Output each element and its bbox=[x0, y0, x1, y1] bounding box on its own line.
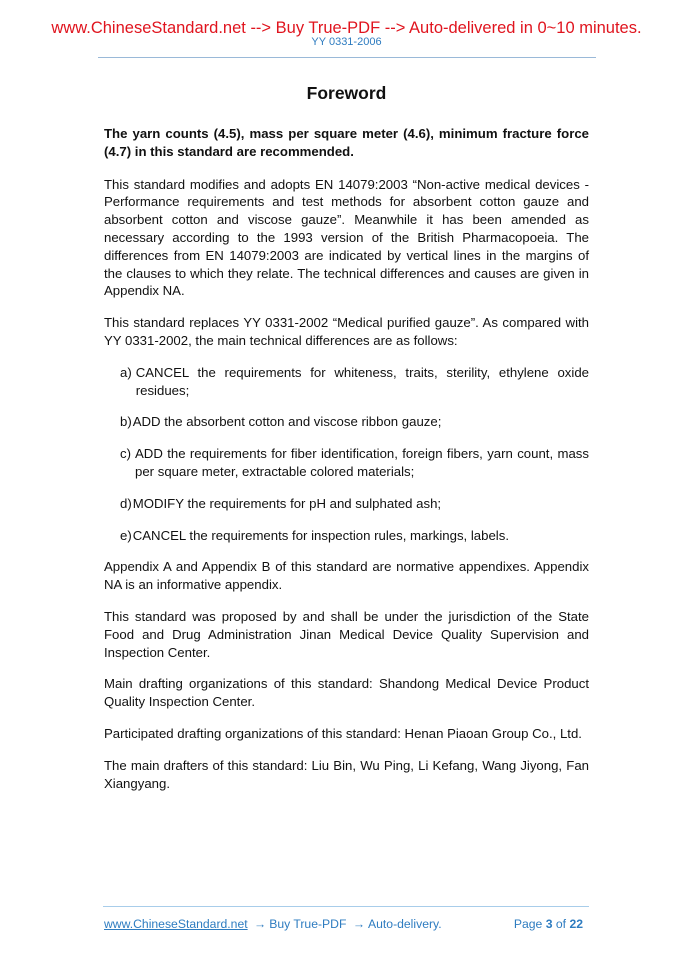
footer-step-buy: Buy True-PDF bbox=[269, 917, 347, 931]
list-item bbox=[120, 495, 589, 513]
list-item bbox=[120, 527, 589, 545]
list-text: ADD the absorbent cotton and viscose ribbon gauze; bbox=[132, 414, 442, 430]
list-marker: c) bbox=[120, 446, 131, 462]
standard-code: YY 0331-2006 bbox=[311, 36, 382, 48]
adoption-paragraph: This standard modifies and adopts EN 14079:2003 “Non-active medical devices - Performance requirements and test methods for absorbent cotton gauze and absorbent cotton and viscose gauze”. Meanwhile it has been amended as necessary according to the 1993 version of the British Pharmacopoeia. The differences from EN 14079:2003 are indicated by vertical lines in the margins of the clauses to which they relate. The technical differences and causes are given in Appendix NA. bbox=[104, 176, 589, 299]
list-marker: a) bbox=[120, 364, 132, 380]
arrow-right-icon: → bbox=[352, 917, 365, 931]
list-text: ADD the requirements for fiber identification, foreign fibers, yarn count, mass per square meter, extractable colored materials; bbox=[135, 446, 589, 479]
list-text: MODIFY the requirements for pH and sulphated ash; bbox=[132, 495, 442, 511]
page-label: Page bbox=[513, 917, 543, 931]
main-drafting-org-paragraph: Main drafting organizations of this standard: Shandong Medical Device Product Quality Inspection Center. bbox=[104, 676, 589, 710]
intro-paragraph: The yarn counts (4.5), mass per square meter (4.6), minimum fracture force (4.7) in this standard are recommended. bbox=[104, 126, 589, 159]
replacement-paragraph: This standard replaces YY 0331-2002 “Medical purified gauze”. As compared with YY 0331-2002, the main technical differences are as follows: bbox=[104, 315, 589, 348]
total-pages: 22 bbox=[569, 917, 583, 931]
footer-divider bbox=[103, 906, 589, 907]
jurisdiction-paragraph: This standard was proposed by and shall be under the jurisdiction of the State Food and Drug Administration Jinan Medical Device Quality Supervision and Inspection Center. bbox=[104, 608, 589, 660]
arrow-right-icon: → bbox=[254, 917, 267, 931]
page-of-label: of bbox=[555, 917, 567, 931]
page-footer bbox=[104, 916, 589, 932]
list-marker: d) bbox=[120, 495, 132, 511]
document-body bbox=[104, 82, 589, 806]
list-marker: e) bbox=[120, 527, 132, 543]
appendix-paragraph: Appendix A and Appendix B of this standard are normative appendixes. Appendix NA is an informative appendix. bbox=[104, 559, 589, 593]
header-divider bbox=[98, 57, 596, 58]
list-item bbox=[120, 364, 589, 400]
page-title: Foreword bbox=[306, 83, 387, 103]
list-item bbox=[120, 445, 589, 481]
page-number bbox=[514, 916, 583, 932]
list-marker: b) bbox=[120, 414, 132, 430]
website-link[interactable]: www.ChineseStandard.net bbox=[104, 917, 248, 931]
current-page: 3 bbox=[545, 917, 553, 931]
list-text: CANCEL the requirements for whiteness, traits, sterility, ethylene oxide residues; bbox=[135, 364, 589, 398]
participating-org-paragraph: Participated drafting organizations of this standard: Henan Piaoan Group Co., Ltd. bbox=[104, 725, 582, 741]
promo-banner: www.ChineseStandard.net --> Buy True-PDF --> Auto-delivered in 0~10 minutes. bbox=[51, 19, 642, 37]
footer-step-delivery: Auto-delivery. bbox=[368, 917, 442, 931]
list-text: CANCEL the requirements for inspection rules, markings, labels. bbox=[132, 527, 509, 543]
drafters-paragraph: The main drafters of this standard: Liu Bin, Wu Ping, Li Kefang, Wang Jiyong, Fan Xiangyang. bbox=[104, 757, 589, 791]
list-item bbox=[120, 413, 589, 431]
